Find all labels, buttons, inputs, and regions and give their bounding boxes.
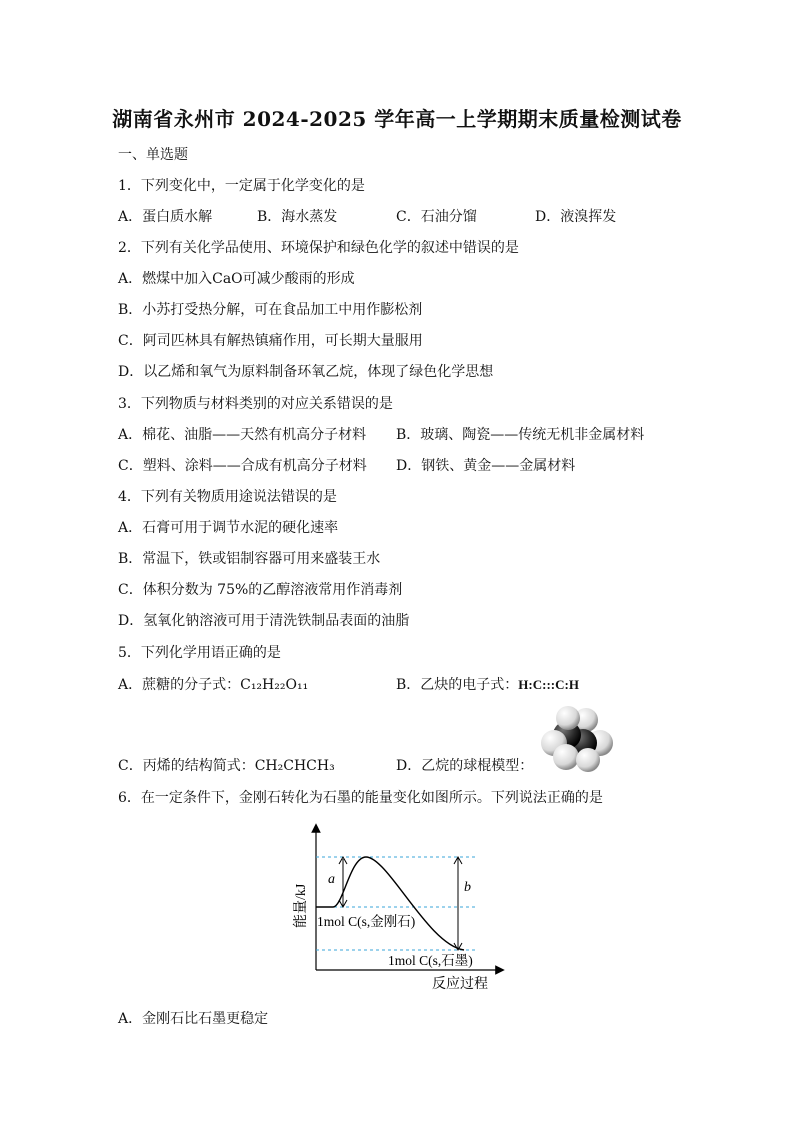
q4-option-a: A．石膏可用于调节水泥的硬化速率 [118, 520, 339, 536]
q3-option-c: C．塑料、涂料——合成有机高分子材料 [118, 458, 367, 474]
ethane-ball-and-stick-model [538, 705, 616, 773]
q3-option-a: A．棉花、油脂——天然有机高分子材料 [118, 427, 367, 443]
q5-option-b-label: B．乙炔的电子式： [396, 677, 519, 693]
energy-diagram [288, 820, 510, 995]
q4-option-d: D．氢氧化钠溶液可用于清洗铁制品表面的油脂 [118, 613, 410, 629]
question-2-stem: 2．下列有关化学品使用、环境保护和绿色化学的叙述中错误的是 [118, 240, 519, 256]
acetylene-electron-formula: H:C:::C:H [518, 677, 579, 692]
question-6-stem: 6．在一定条件下，金刚石转化为石墨的能量变化如图所示。下列说法正确的是 [118, 790, 603, 806]
product-label: 1mol C(s,石墨) [388, 953, 473, 968]
q4-option-c: C．体积分数为 75%的乙醇溶液常用作消毒剂 [118, 582, 403, 598]
question-3-stem: 3．下列物质与材料类别的对应关系错误的是 [118, 396, 393, 412]
reaction-curve [316, 857, 464, 950]
q3-option-b: B．玻璃、陶瓷——传统无机非金属材料 [396, 427, 645, 443]
q2-option-b: B．小苏打受热分解，可在食品加工中用作膨松剂 [118, 302, 423, 318]
q2-option-d: D．以乙烯和氧气为原料制备环氧乙烷，体现了绿色化学思想 [118, 364, 494, 380]
q3-option-d: D．钢铁、黄金——金属材料 [396, 458, 576, 474]
x-axis-label: 反应过程 [432, 977, 488, 992]
label-a: a [328, 872, 335, 887]
q5-option-d: D．乙烷的球棍模型： [396, 758, 534, 774]
q6-option-a: A．金刚石比石墨更稳定 [118, 1011, 269, 1027]
reactant-label: 1mol C(s,金刚石) [317, 914, 416, 929]
label-b: b [464, 880, 471, 895]
energy-level-lines [316, 857, 476, 950]
q5-option-b [396, 676, 579, 694]
q1-option-c: C．石油分馏 [396, 209, 477, 225]
q4-option-b: B．常温下，铁或铝制容器可用来盛装王水 [118, 551, 381, 567]
q1-option-b: B．海水蒸发 [257, 209, 338, 225]
page-title: 湖南省永州市 2024-2025 学年高一上学期期末质量检测试卷 [112, 107, 682, 131]
q1-option-a: A．蛋白质水解 [118, 209, 213, 225]
q2-option-c: C．阿司匹林具有解热镇痛作用，可长期大量服用 [118, 333, 423, 349]
q2-option-a: A．燃煤中加入CaO可减少酸雨的形成 [118, 271, 355, 287]
y-axis-label: 能量/kJ [294, 883, 309, 928]
q1-option-d: D．液溴挥发 [535, 209, 617, 225]
question-4-stem: 4．下列有关物质用途说法错误的是 [118, 489, 337, 505]
q5-option-c: C．丙烯的结构简式：CH₂CHCH₃ [118, 758, 335, 774]
section-heading: 一、单选题 [118, 147, 188, 163]
question-1-stem: 1．下列变化中，一定属于化学变化的是 [118, 178, 365, 194]
question-5-stem: 5．下列化学用语正确的是 [118, 645, 281, 661]
q5-option-a: A．蔗糖的分子式：C₁₂H₂₂O₁₁ [118, 677, 309, 693]
